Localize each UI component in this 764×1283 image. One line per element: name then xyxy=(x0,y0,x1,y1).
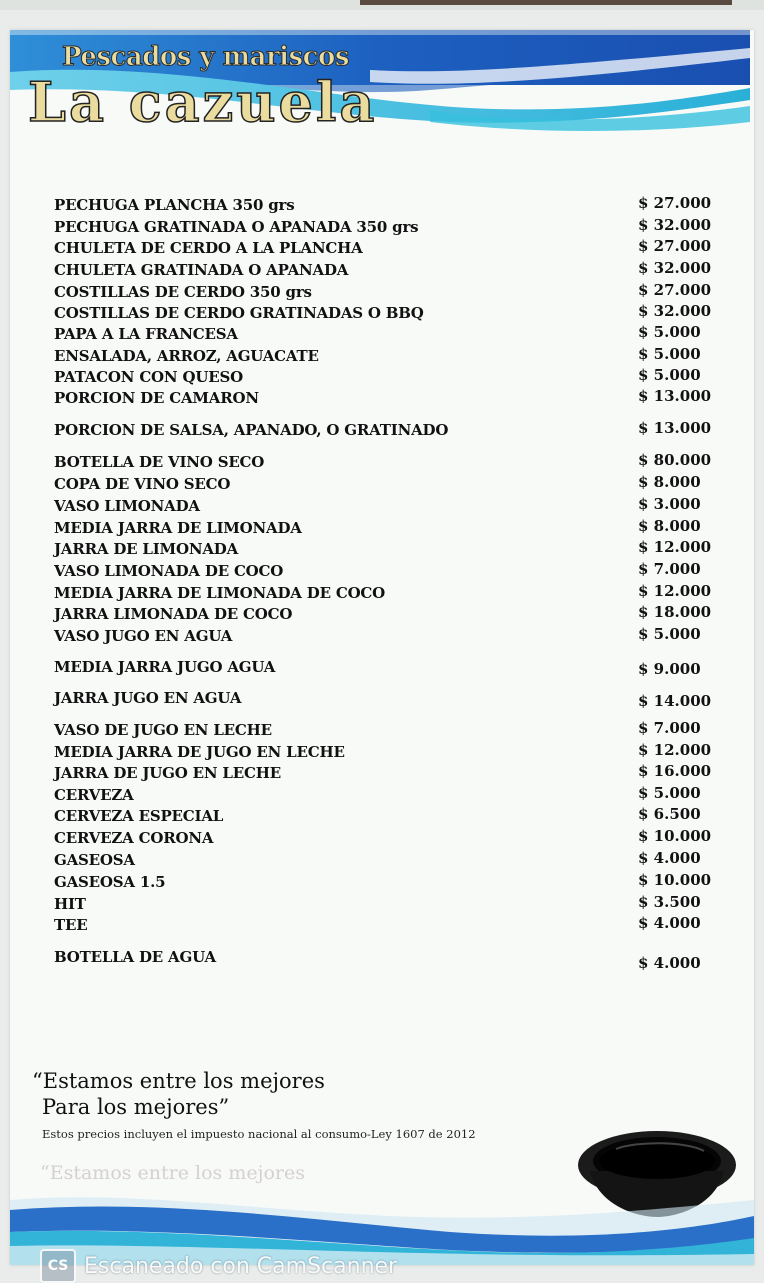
menu-item xyxy=(10,562,754,584)
item-name: BOTELLA DE VINO SECO xyxy=(54,453,265,471)
item-name: CHULETA GRATINADA O APANADA xyxy=(54,261,349,279)
slogan-line-1: “Estamos entre los mejores xyxy=(32,1069,325,1093)
item-price: $ 13.000 xyxy=(638,419,712,437)
menu-item xyxy=(10,948,754,970)
item-price: $ 5.000 xyxy=(638,625,701,643)
item-name: PORCION DE CAMARON xyxy=(54,389,259,407)
header-banner xyxy=(10,30,754,140)
subtitle: Pescados y mariscos xyxy=(62,42,349,72)
item-price: $ 4.000 xyxy=(638,914,701,932)
menu-item xyxy=(10,605,754,627)
item-name: COSTILLAS DE CERDO 350 grs xyxy=(54,283,312,301)
item-name: GASEOSA xyxy=(54,851,135,869)
item-price: $ 5.000 xyxy=(638,323,701,341)
item-price: $ 14.000 xyxy=(638,692,712,710)
item-price: $ 6.500 xyxy=(638,805,701,823)
item-price: $ 27.000 xyxy=(638,194,712,212)
item-price: $ 4.000 xyxy=(638,849,701,867)
menu-item xyxy=(10,325,754,347)
menu-item xyxy=(10,389,754,411)
item-name: PECHUGA GRATINADA O APANADA 350 grs xyxy=(54,218,419,236)
menu-item xyxy=(10,540,754,562)
item-price: $ 32.000 xyxy=(638,216,712,234)
item-name: MEDIA JARRA JUGO AGUA xyxy=(54,658,276,676)
menu-item xyxy=(10,873,754,895)
item-price: $ 3.000 xyxy=(638,495,701,513)
item-name: CERVEZA CORONA xyxy=(54,829,214,847)
item-name: PAPA A LA FRANCESA xyxy=(54,325,238,343)
item-name: VASO JUGO EN AGUA xyxy=(54,627,233,645)
item-price: $ 8.000 xyxy=(638,517,701,535)
bleed-through-text: “Estamos entre los mejores xyxy=(40,1162,305,1184)
tax-note: Estos precios incluyen el impuesto nacional al consumo-Ley 1607 de 2012 xyxy=(42,1127,476,1141)
item-price: $ 8.000 xyxy=(638,473,701,491)
menu-item xyxy=(10,196,754,218)
item-price: $ 3.500 xyxy=(638,893,701,911)
item-name: COPA DE VINO SECO xyxy=(54,475,231,493)
item-name: VASO LIMONADA xyxy=(54,497,200,515)
menu-item xyxy=(10,851,754,873)
menu-item xyxy=(10,689,754,711)
item-name: HIT xyxy=(54,895,86,913)
item-name: VASO LIMONADA DE COCO xyxy=(54,562,284,580)
item-name: PECHUGA PLANCHA 350 grs xyxy=(54,196,295,214)
camscanner-logo-icon: CS xyxy=(40,1249,76,1283)
slogan-line-2: Para los mejores” xyxy=(42,1095,230,1119)
watermark-text: Escaneado con CamScanner xyxy=(84,1253,398,1279)
item-price: $ 5.000 xyxy=(638,345,701,363)
menu-item xyxy=(10,421,754,443)
menu-sheet xyxy=(10,30,754,1279)
menu-item xyxy=(10,807,754,829)
camscanner-watermark xyxy=(40,1250,397,1282)
menu-item xyxy=(10,721,754,743)
item-name: ENSALADA, ARROZ, AGUACATE xyxy=(54,347,319,365)
menu-item xyxy=(10,916,754,938)
item-price: $ 9.000 xyxy=(638,660,701,678)
item-name: GASEOSA 1.5 xyxy=(54,873,166,891)
item-price: $ 10.000 xyxy=(638,871,712,889)
item-name: COSTILLAS DE CERDO GRATINADAS O BBQ xyxy=(54,304,424,322)
item-name: CERVEZA ESPECIAL xyxy=(54,807,224,825)
item-price: $ 32.000 xyxy=(638,259,712,277)
menu-item xyxy=(10,497,754,519)
item-price: $ 12.000 xyxy=(638,582,712,600)
item-price: $ 4.000 xyxy=(638,954,701,972)
item-name: PATACON CON QUESO xyxy=(54,368,243,386)
menu-item xyxy=(10,475,754,497)
item-price: $ 5.000 xyxy=(638,784,701,802)
menu-item xyxy=(10,627,754,649)
item-name: CERVEZA xyxy=(54,786,134,804)
restaurant-name: La cazuela xyxy=(28,70,378,134)
top-strip xyxy=(0,0,764,10)
menu-item xyxy=(10,239,754,261)
item-name: BOTELLA DE AGUA xyxy=(54,948,216,966)
item-price: $ 5.000 xyxy=(638,366,701,384)
item-name: MEDIA JARRA DE JUGO EN LECHE xyxy=(54,743,345,761)
item-price: $ 32.000 xyxy=(638,302,712,320)
item-price: $ 16.000 xyxy=(638,762,712,780)
menu-item xyxy=(10,261,754,283)
item-name: VASO DE JUGO EN LECHE xyxy=(54,721,272,739)
top-strip-shadow xyxy=(360,0,732,5)
item-price: $ 10.000 xyxy=(638,827,712,845)
item-name: TEE xyxy=(54,916,88,934)
item-price: $ 27.000 xyxy=(638,237,712,255)
slogan xyxy=(32,1068,325,1120)
item-price: $ 7.000 xyxy=(638,719,701,737)
item-price: $ 27.000 xyxy=(638,281,712,299)
item-name: PORCION DE SALSA, APANADO, O GRATINADO xyxy=(54,421,449,439)
item-name: JARRA JUGO EN AGUA xyxy=(54,689,242,707)
item-name: CHULETA DE CERDO A LA PLANCHA xyxy=(54,239,363,257)
item-name: MEDIA JARRA DE LIMONADA DE COCO xyxy=(54,584,386,602)
item-price: $ 7.000 xyxy=(638,560,701,578)
item-name: JARRA DE JUGO EN LECHE xyxy=(54,764,281,782)
item-price: $ 12.000 xyxy=(638,741,712,759)
menu-item xyxy=(10,453,754,475)
item-price: $ 12.000 xyxy=(638,538,712,556)
menu-item xyxy=(10,829,754,851)
item-name: JARRA LIMONADA DE COCO xyxy=(54,605,293,623)
item-price: $ 13.000 xyxy=(638,387,712,405)
menu-item xyxy=(10,658,754,680)
item-price: $ 18.000 xyxy=(638,603,712,621)
menu-item xyxy=(10,764,754,786)
item-name: MEDIA JARRA DE LIMONADA xyxy=(54,519,302,537)
item-price: $ 80.000 xyxy=(638,451,712,469)
item-name: JARRA DE LIMONADA xyxy=(54,540,239,558)
